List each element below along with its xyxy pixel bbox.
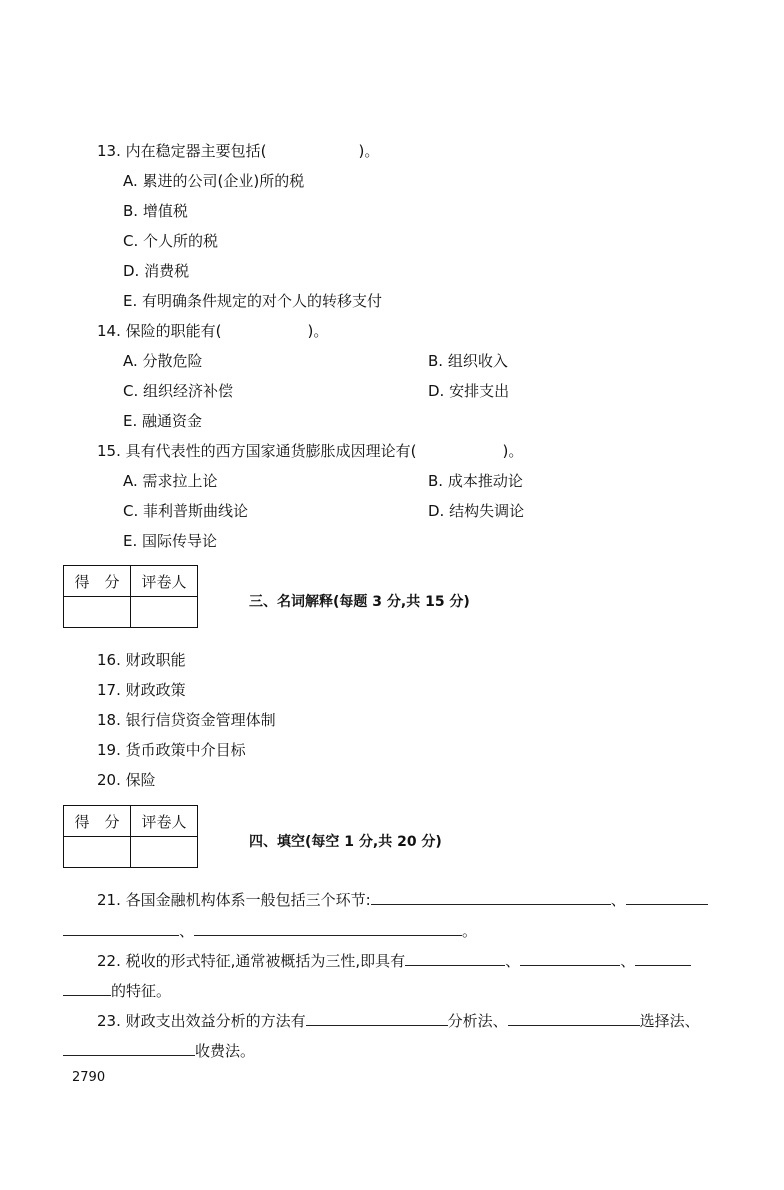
- q14-option-b: B. 组织收入: [428, 352, 508, 370]
- q13-option-a: A. 累进的公司(企业)所的税: [123, 172, 305, 190]
- q22-blank-1[interactable]: [405, 951, 505, 966]
- q21-blank-3[interactable]: [194, 921, 462, 936]
- q15-option-e: E. 国际传导论: [123, 532, 218, 550]
- q23-blank-3[interactable]: [63, 1041, 195, 1056]
- q14-option-e: E. 融通资金: [123, 412, 203, 430]
- q22-tail: 的特征。: [111, 982, 172, 1000]
- q23-mid2: 选择法、: [639, 1012, 700, 1030]
- q22-line1: [97, 951, 691, 971]
- q23-line2: [63, 1041, 255, 1061]
- q15-close: )。: [502, 442, 524, 460]
- term-item-17: 17. 财政政策: [97, 681, 186, 699]
- q21-sep: 、: [610, 891, 626, 909]
- q21-blank-2b[interactable]: [63, 921, 179, 936]
- q13-option-e: E. 有明确条件规定的对个人的转移支付: [123, 292, 383, 310]
- q21-blank-1[interactable]: [371, 890, 611, 905]
- q22-line2: [63, 981, 171, 1001]
- q22-sep: 、: [620, 952, 636, 970]
- q15-option-a: A. 需求拉上论: [123, 472, 218, 490]
- q15-option-c: C. 菲利普斯曲线论: [123, 502, 249, 520]
- q22-sep: 、: [505, 952, 521, 970]
- grader-cell[interactable]: [131, 837, 198, 868]
- q23-tail: 收费法。: [195, 1042, 256, 1060]
- term-item-16: 16. 财政职能: [97, 651, 186, 669]
- q22-text: 22. 税收的形式特征,通常被概括为三性,即具有: [97, 952, 406, 970]
- q15-stem-text: 15. 具有代表性的西方国家通货膨胀成因理论有(: [97, 442, 417, 460]
- section4-title: 四、填空(每空 1 分,共 20 分): [249, 834, 442, 850]
- q22-blank-2[interactable]: [520, 951, 620, 966]
- q21-text: 21. 各国金融机构体系一般包括三个环节:: [97, 891, 371, 909]
- q23-blank-2[interactable]: [508, 1011, 640, 1026]
- term-item-19: 19. 货币政策中介目标: [97, 741, 246, 759]
- score-cell[interactable]: [64, 597, 131, 628]
- term-item-18: 18. 银行信贷资金管理体制: [97, 711, 276, 729]
- q23-mid1: 分析法、: [447, 1012, 508, 1030]
- q21-line2: [63, 921, 477, 941]
- q14-stem: [97, 321, 328, 341]
- q13-option-b: B. 增值税: [123, 202, 188, 220]
- q13-option-c: C. 个人所的税: [123, 232, 219, 250]
- grader-label: 评卷人: [131, 566, 198, 597]
- page-code: 2790: [72, 1070, 106, 1085]
- q21-end: 。: [462, 922, 478, 940]
- q14-close: )。: [307, 322, 329, 340]
- score-cell[interactable]: [64, 837, 131, 868]
- score-label: 得 分: [64, 806, 131, 837]
- score-label: 得 分: [64, 566, 131, 597]
- q15-stem: [97, 441, 523, 461]
- q14-option-a: A. 分散危险: [123, 352, 203, 370]
- q22-blank-3a[interactable]: [635, 951, 691, 966]
- q23-text: 23. 财政支出效益分析的方法有: [97, 1012, 306, 1030]
- section3-title: 三、名词解释(每题 3 分,共 15 分): [249, 594, 470, 610]
- q13-stem-text: 13. 内在稳定器主要包括(: [97, 142, 267, 160]
- q13-option-d: D. 消费税: [123, 262, 190, 280]
- term-item-20: 20. 保险: [97, 771, 156, 789]
- score-table-section3: [63, 565, 198, 628]
- score-table-section4: [63, 805, 198, 868]
- q23-line1: [97, 1011, 700, 1031]
- q15-option-d: D. 结构失调论: [428, 502, 525, 520]
- q13-stem: [97, 141, 379, 161]
- grader-label: 评卷人: [131, 806, 198, 837]
- q15-option-b: B. 成本推动论: [428, 472, 523, 490]
- q14-option-d: D. 安排支出: [428, 382, 510, 400]
- q14-stem-text: 14. 保险的职能有(: [97, 322, 222, 340]
- grader-cell[interactable]: [131, 597, 198, 628]
- q21-line1: [97, 890, 708, 910]
- q21-blank-2a[interactable]: [626, 890, 708, 905]
- q22-blank-3b[interactable]: [63, 981, 111, 996]
- q14-option-c: C. 组织经济补偿: [123, 382, 234, 400]
- q13-close: )。: [358, 142, 380, 160]
- q23-blank-1[interactable]: [306, 1011, 448, 1026]
- q21-sep: 、: [179, 922, 195, 940]
